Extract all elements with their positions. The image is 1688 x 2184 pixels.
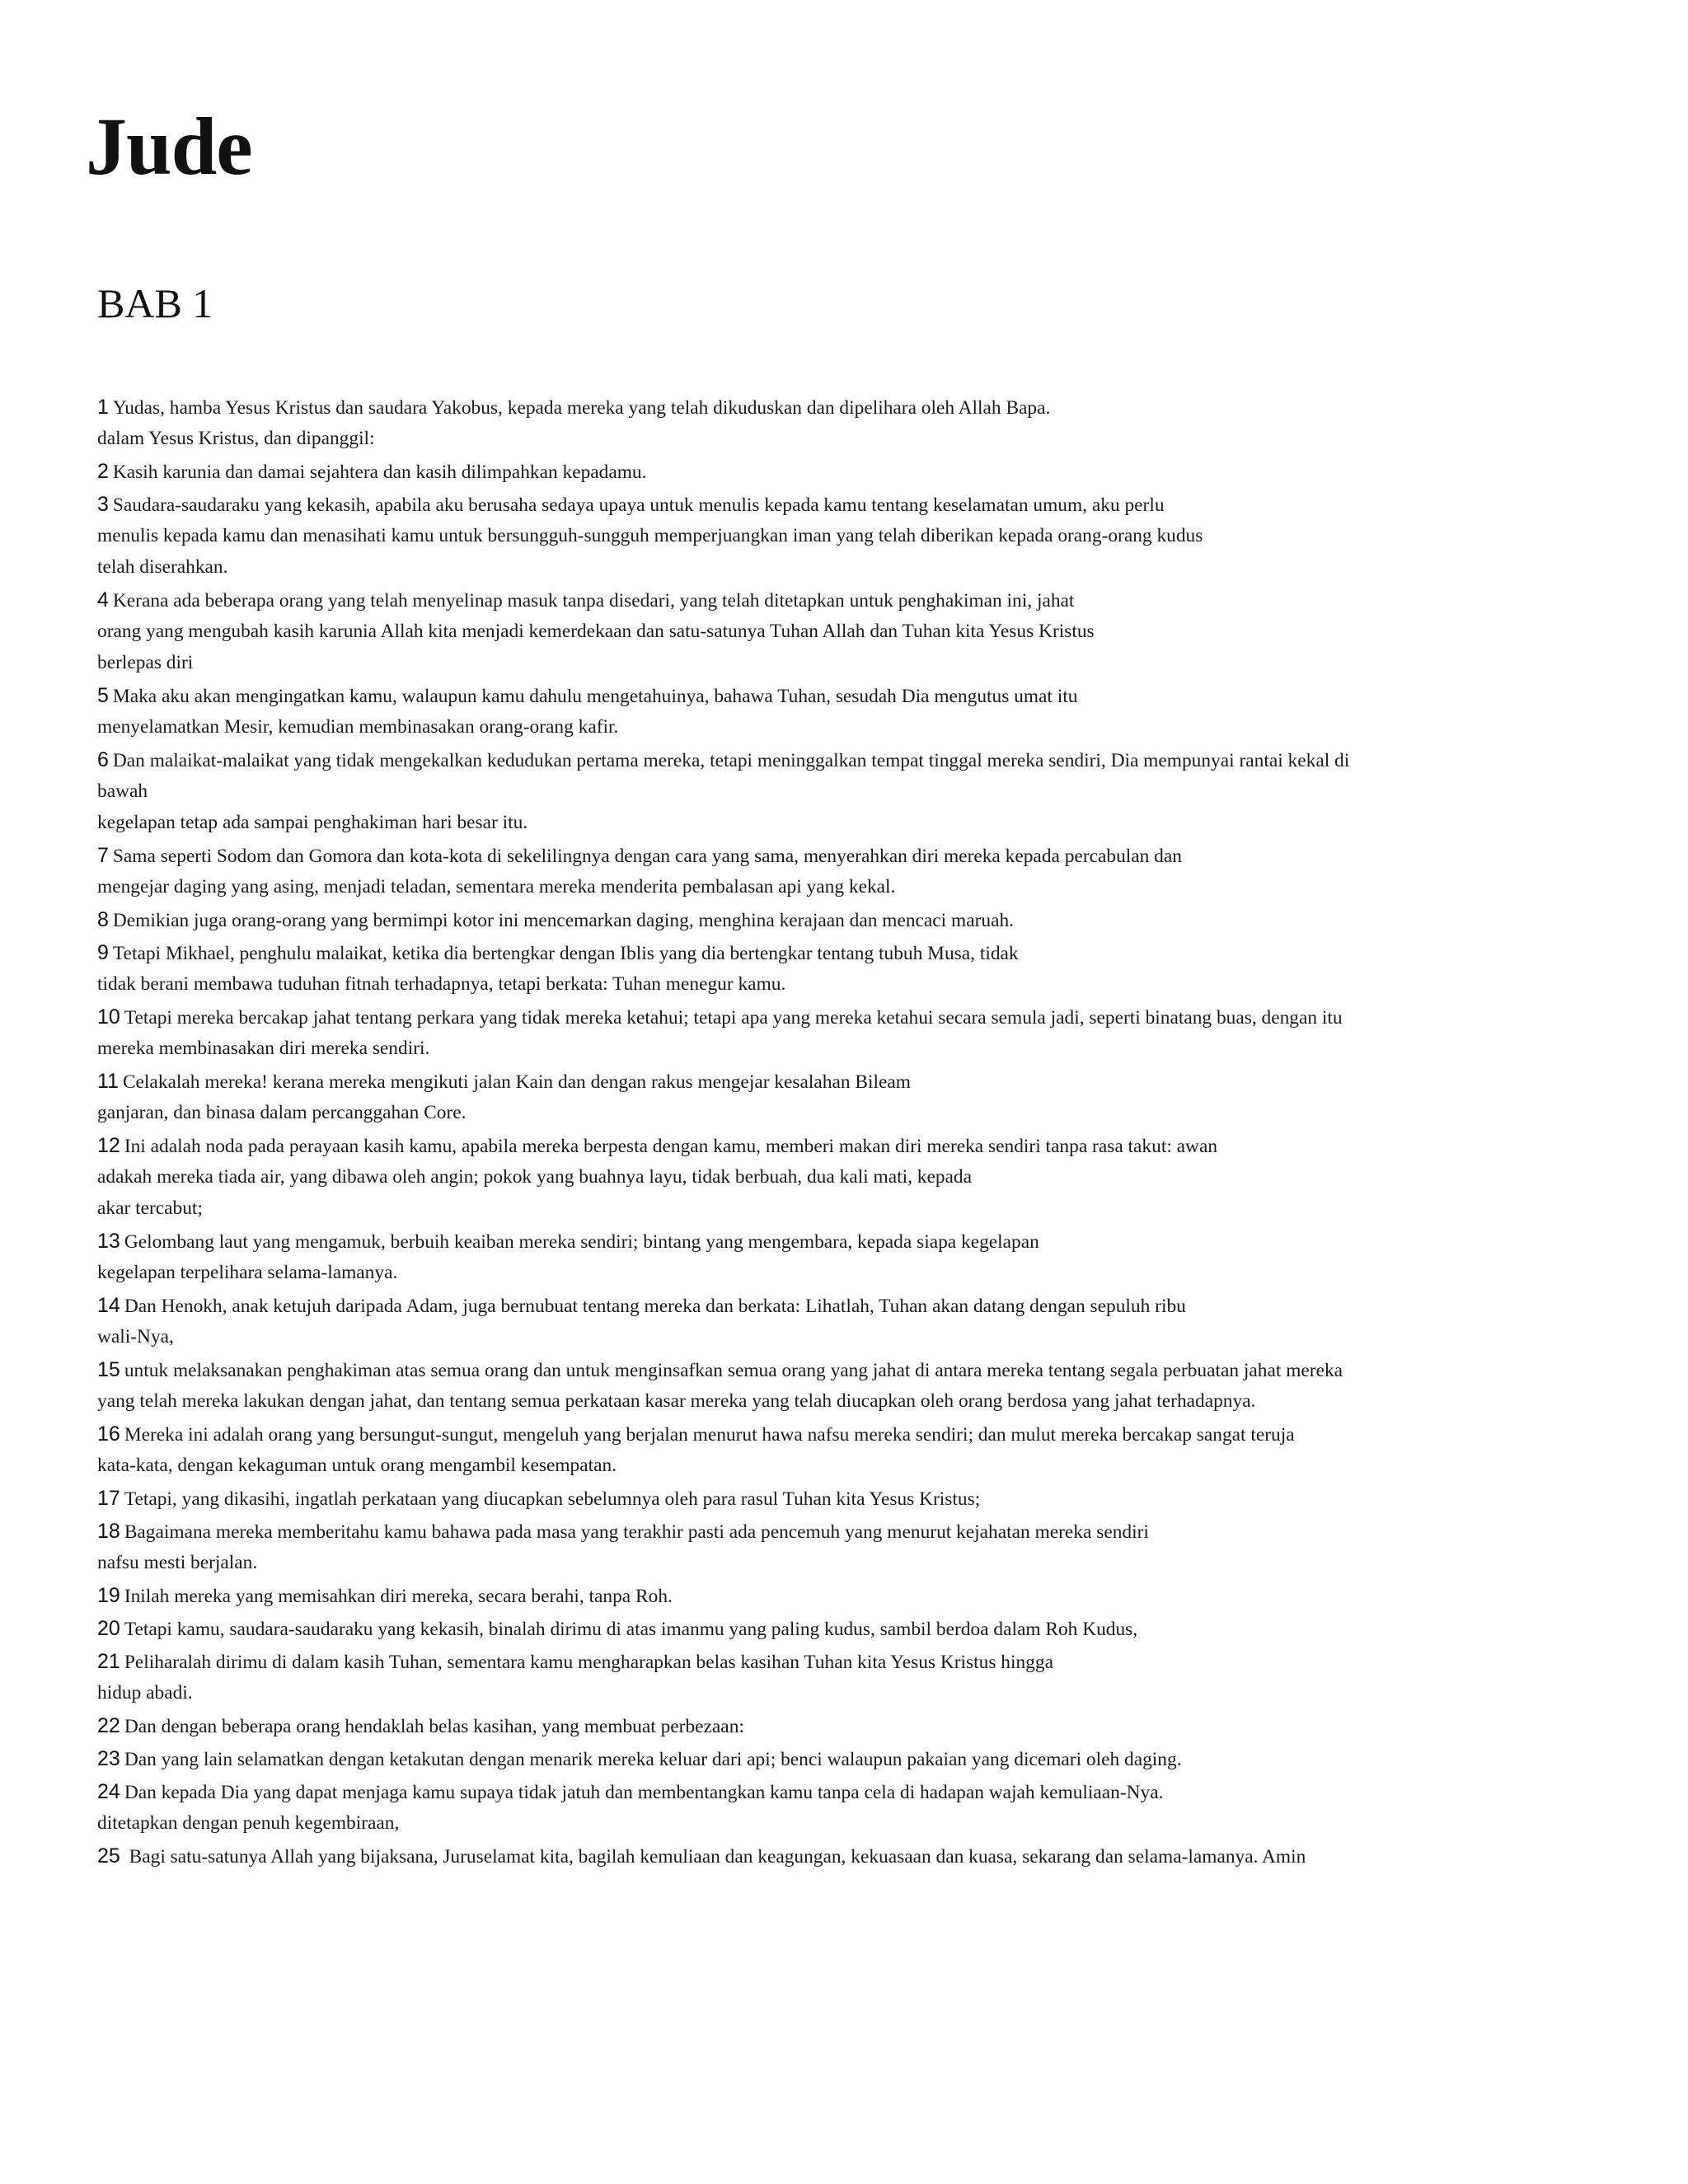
verse-18 — [97, 1516, 1589, 1578]
verse-number: 14 — [97, 1294, 120, 1317]
verse-text: orang yang mengubah kasih karunia Allah kita menjadi kemerdekaan dan satu-satunya Tuhan Allah dan Tuhan kita Yesus Kristus — [97, 621, 1095, 642]
verse-line — [97, 1130, 1589, 1161]
verse-line — [97, 1807, 1589, 1839]
verse-line — [97, 1066, 1589, 1097]
verse-text: telah diserahkan. — [97, 556, 228, 578]
verse-text: Gelombang laut yang mengamuk, berbuih keaiban mereka sendiri; bintang yang mengembara, kepada siapa kegelapan — [124, 1231, 1039, 1253]
verse-line — [97, 1097, 1589, 1128]
verse-line — [97, 937, 1589, 968]
verse-number: 18 — [97, 1520, 120, 1543]
verse-text: kegelapan tetap ada sampai penghakiman hari besar itu. — [97, 812, 528, 833]
verse-line — [97, 1418, 1589, 1450]
verse-21 — [97, 1646, 1589, 1708]
verse-number: 1 — [97, 396, 109, 419]
verse-text: menulis kepada kamu dan menasihati kamu untuk bersungguh-sungguh memperjuangkan iman yang telah diberikan kepada orang-orang kudus — [97, 525, 1203, 546]
verse-line — [97, 680, 1589, 711]
verse-9 — [97, 937, 1589, 1000]
verse-11 — [97, 1066, 1589, 1128]
verse-19 — [97, 1580, 1589, 1611]
verse-17 — [97, 1483, 1589, 1514]
verse-text: kegelapan terpelihara selama-lamanya. — [97, 1262, 398, 1283]
verse-line — [97, 744, 1589, 776]
verse-number: 6 — [97, 748, 109, 771]
verse-5 — [97, 680, 1589, 743]
verse-text: Tetapi, yang dikasihi, ingatlah perkataan yang diucapkan sebelumnya oleh para rasul Tuhan kita Yesus Kristus; — [124, 1488, 981, 1510]
verse-1 — [97, 391, 1589, 454]
verse-line — [97, 1743, 1589, 1774]
verse-line — [97, 616, 1589, 647]
verse-25 — [97, 1840, 1589, 1872]
verse-text: ganjaran, dan binasa dalam percanggahan Core. — [97, 1102, 467, 1123]
verse-line — [97, 647, 1589, 678]
verse-text: hidup abadi. — [97, 1682, 193, 1704]
verse-text: Mereka ini adalah orang yang bersungut-sungut, mengeluh yang berjalan menurut hawa nafsu mereka sendiri; dan mulut mereka bercakap sangat teruja — [124, 1424, 1295, 1446]
verse-line — [97, 1321, 1589, 1352]
verse-text: Dan malaikat-malaikat yang tidak mengekalkan kedudukan pertama mereka, tetapi meninggalkan tempat tinggal mereka sendiri, Dia mempunyai rantai kekal di — [112, 750, 1350, 771]
verse-text: adakah mereka tiada air, yang dibawa oleh angin; pokok yang buahnya layu, tidak berbuah, dua kali mati, kepada — [97, 1166, 973, 1188]
verse-line — [97, 584, 1589, 616]
verse-number: 7 — [97, 844, 109, 867]
verse-text: Inilah mereka yang memisahkan diri mereka, secara berahi, tanpa Roh. — [124, 1586, 673, 1607]
verse-number: 8 — [97, 908, 109, 931]
verse-number: 19 — [97, 1584, 120, 1607]
verse-line — [97, 1290, 1589, 1321]
verse-number: 22 — [97, 1714, 120, 1737]
verse-number: 10 — [97, 1005, 120, 1029]
verse-text: mengejar daging yang asing, menjadi teladan, sementara mereka menderita pembalasan api yang kekal. — [97, 876, 896, 898]
verse-12 — [97, 1130, 1589, 1224]
verse-line — [97, 807, 1589, 838]
verse-number: 20 — [97, 1617, 120, 1640]
verse-text: Kasih karunia dan damai sejahtera dan kasih dilimpahkan kepadamu. — [112, 462, 647, 483]
verse-line — [97, 1257, 1589, 1288]
verse-text: mereka membinasakan diri mereka sendiri. — [97, 1038, 430, 1059]
verse-number: 15 — [97, 1358, 120, 1381]
verse-line — [97, 551, 1589, 583]
verse-line — [97, 1354, 1589, 1385]
verse-number: 11 — [97, 1070, 119, 1093]
verse-text: Celakalah mereka! kerana mereka mengikuti jalan Kain dan dengan rakus mengejar kesalahan Bileam — [122, 1071, 911, 1093]
verse-line — [97, 1677, 1589, 1708]
verse-line — [97, 1161, 1589, 1193]
verse-number: 5 — [97, 684, 109, 707]
verse-3 — [97, 489, 1589, 583]
verse-line — [97, 1646, 1589, 1677]
verse-10 — [97, 1001, 1589, 1064]
verse-number: 4 — [97, 588, 109, 612]
verse-text: nafsu mesti berjalan. — [97, 1552, 258, 1573]
verse-line — [97, 1226, 1589, 1257]
verse-list — [97, 391, 1589, 1873]
verse-line — [97, 423, 1589, 454]
verse-number: 23 — [97, 1747, 120, 1770]
verse-text: Saudara-saudaraku yang kekasih, apabila aku berusaha sedaya upaya untuk menulis kepada kamu tentang keselamatan umum, aku perlu — [112, 494, 1165, 516]
verse-line — [97, 1516, 1589, 1547]
verse-line — [97, 1840, 1589, 1872]
verse-text: berlepas diri — [97, 652, 194, 673]
verse-text: menyelamatkan Mesir, kemudian membinasakan orang-orang kafir. — [97, 716, 619, 738]
verse-text: Kerana ada beberapa orang yang telah menyelinap masuk tanpa disedari, yang telah ditetapkan untuk penghakiman ini, jahat — [112, 590, 1075, 612]
verse-line — [97, 776, 1589, 807]
verse-text: Bagaimana mereka memberitahu kamu bahawa pada masa yang terakhir pasti ada pencemuh yang menurut kejahatan mereka sendiri — [124, 1521, 1149, 1543]
verse-number: 24 — [97, 1780, 120, 1803]
verse-22 — [97, 1710, 1589, 1741]
verse-text: Ini adalah noda pada perayaan kasih kamu, apabila mereka berpesta dengan kamu, memberi makan diri mereka sendiri tanpa rasa takut: awan — [124, 1136, 1218, 1157]
verse-line — [97, 904, 1589, 935]
verse-text: Dan yang lain selamatkan dengan ketakutan dengan menarik mereka keluar dari api; benci walaupun pakaian yang dicemari oleh daging. — [124, 1749, 1182, 1770]
verse-line — [97, 1776, 1589, 1807]
verse-20 — [97, 1613, 1589, 1644]
verse-text: Yudas, hamba Yesus Kristus dan saudara Yakobus, kepada mereka yang telah dikuduskan dan dipelihara oleh Allah Bapa. — [112, 397, 1051, 419]
verse-line — [97, 1033, 1589, 1064]
verse-text: wali-Nya, — [97, 1326, 174, 1347]
verse-16 — [97, 1418, 1589, 1481]
verse-text: Tetapi kamu, saudara-saudaraku yang kekasih, binalah dirimu di atas imanmu yang paling kudus, sambil berdoa dalam Roh Kudus, — [124, 1619, 1138, 1640]
verse-13 — [97, 1226, 1589, 1288]
verse-line — [97, 840, 1589, 871]
verse-7 — [97, 840, 1589, 902]
verse-number: 25 — [97, 1844, 120, 1868]
verse-line — [97, 1547, 1589, 1578]
verse-number: 9 — [97, 941, 109, 964]
verse-text: Tetapi mereka bercakap jahat tentang perkara yang tidak mereka ketahui; tetapi apa yang mereka ketahui secara semula jadi, seperti binatang buas, dengan itu — [124, 1007, 1343, 1029]
verse-line — [97, 1193, 1589, 1224]
verse-text: Bagi satu-satunya Allah yang bijaksana, Juruselamat kita, bagilah kemuliaan dan keagungan, kekuasaan dan kuasa, sekarang dan selama-lamanya. Amin — [124, 1846, 1306, 1868]
verse-line — [97, 1385, 1589, 1417]
chapter-heading: BAB 1 — [97, 280, 213, 326]
verse-text: yang telah mereka lakukan dengan jahat, dan tentang semua perkataan kasar mereka yang telah diucapkan oleh orang berdosa yang jahat terhadapnya. — [97, 1390, 1256, 1412]
verse-text: untuk melaksanakan penghakiman atas semua orang dan untuk menginsafkan semua orang yang jahat di antara mereka tentang segala perbuatan jahat mereka — [124, 1360, 1343, 1381]
verse-line — [97, 711, 1589, 743]
verse-text: ditetapkan dengan penuh kegembiraan, — [97, 1812, 400, 1834]
verse-23 — [97, 1743, 1589, 1774]
verse-text: Dan kepada Dia yang dapat menjaga kamu supaya tidak jatuh dan membentangkan kamu tanpa cela di hadapan wajah kemuliaan-Nya. — [124, 1782, 1164, 1803]
verse-line — [97, 1710, 1589, 1741]
verse-24 — [97, 1776, 1589, 1839]
verse-number: 3 — [97, 493, 109, 516]
verse-line — [97, 489, 1589, 520]
verse-line — [97, 968, 1589, 1000]
verse-number: 2 — [97, 460, 109, 483]
verse-line — [97, 871, 1589, 902]
verse-number: 16 — [97, 1422, 120, 1446]
verse-text: Dan Henokh, anak ketujuh daripada Adam, juga bernubuat tentang mereka dan berkata: Lihatlah, Tuhan akan datang dengan sepuluh ribu — [124, 1296, 1186, 1317]
verse-text: kata-kata, dengan kekaguman untuk orang mengambil kesempatan. — [97, 1455, 617, 1476]
verse-number: 13 — [97, 1230, 120, 1253]
verse-text: bawah — [97, 780, 148, 802]
verse-14 — [97, 1290, 1589, 1352]
verse-text: Maka aku akan mengingatkan kamu, walaupun kamu dahulu mengetahuinya, bahawa Tuhan, sesudah Dia mengutus umat itu — [112, 686, 1078, 707]
verse-number: 17 — [97, 1487, 120, 1510]
verse-6 — [97, 744, 1589, 838]
verse-text: Demikian juga orang-orang yang bermimpi kotor ini mencemarkan daging, menghina kerajaan dan mencaci maruah. — [112, 910, 1015, 931]
verse-line — [97, 456, 1589, 487]
verse-text: Dan dengan beberapa orang hendaklah belas kasihan, yang membuat perbezaan: — [124, 1716, 744, 1737]
verse-text: Tetapi Mikhael, penghulu malaikat, ketika dia bertengkar dengan Iblis yang dia bertengkar tentang tubuh Musa, tidak — [112, 943, 1019, 964]
verse-line — [97, 1613, 1589, 1644]
verse-text: dalam Yesus Kristus, dan dipanggil: — [97, 428, 375, 449]
book-title: Jude — [86, 101, 252, 192]
verse-2 — [97, 456, 1589, 487]
verse-line — [97, 1483, 1589, 1514]
verse-line — [97, 391, 1589, 423]
verse-line — [97, 1001, 1589, 1033]
verse-line — [97, 1580, 1589, 1611]
verse-15 — [97, 1354, 1589, 1417]
verse-text: Peliharalah dirimu di dalam kasih Tuhan, sementara kamu mengharapkan belas kasihan Tuhan kita Yesus Kristus hingga — [124, 1652, 1053, 1673]
verse-number: 21 — [97, 1650, 120, 1673]
verse-text: tidak berani membawa tuduhan fitnah terhadapnya, tetapi berkata: Tuhan menegur kamu. — [97, 973, 786, 995]
verse-number: 12 — [97, 1134, 120, 1157]
verse-line — [97, 520, 1589, 551]
verse-4 — [97, 584, 1589, 678]
verse-text: akar tercabut; — [97, 1197, 203, 1219]
verse-line — [97, 1450, 1589, 1481]
verse-8 — [97, 904, 1589, 935]
verse-text: Sama seperti Sodom dan Gomora dan kota-kota di sekelilingnya dengan cara yang sama, menyerahkan diri mereka kepada percabulan dan — [112, 846, 1182, 867]
